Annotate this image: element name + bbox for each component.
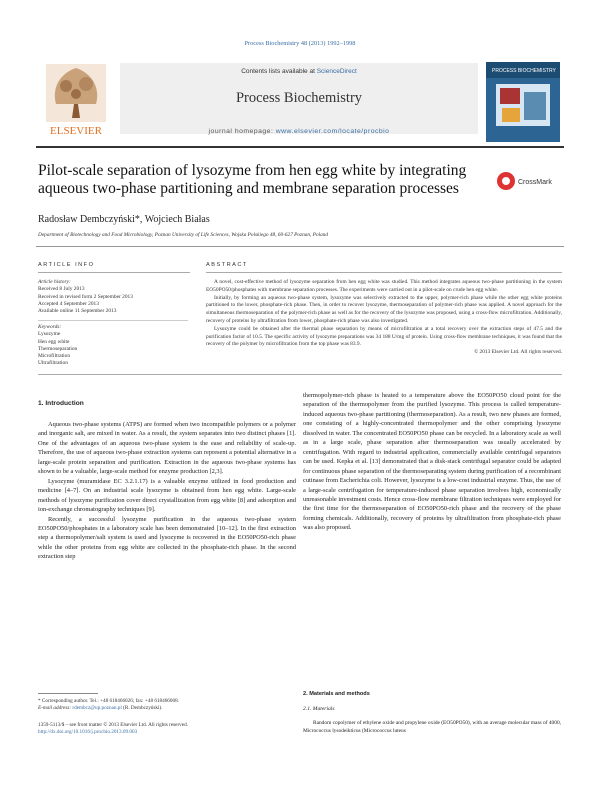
abstract-heading: ABSTRACT xyxy=(206,262,248,268)
affiliation: Department of Biotechnology and Food Microbiology, Poznan University of Life Sciences, Wojska Polskiego 48, 60-627 Poznan, Poland xyxy=(38,232,329,238)
history-item: Available online 11 September 2013 xyxy=(38,308,117,315)
abstract-paragraph: Lysozyme could be obtained after the thermal phase separation by means of microfiltration at a total recovery over the extraction steps of 47.5 and the purification factor of 10.5. The specific activity of lysozyme preparations was 34 188 U/mg of protein. Using cross-flow membrane techniques, it was found that the recovery of the polymer by microfiltration from the top phase was 83.9. xyxy=(206,325,562,348)
elsevier-logo xyxy=(38,60,114,140)
body-paragraph: Recently, a successful lysozyme purification in the aqueous two-phase system EO50PO50/phosphates in a laboratory scale has been demonstrated [10–12]. In the first extraction step a thermopolymer/salt system is used and lysozyme is recovered in the EO50PO50-rich phase while the other proteins from egg white are collected in the phosphate-rich phase. In the second extraction step xyxy=(38,515,296,561)
abstract-paragraph: A novel, cost-effective method of lysozyme separation from hen egg white was studied. This method integrates aqueous two-phase partitioning in the system EO50PO50/phosphates with membrane separation processes. The experiments were carried out in a pilot-scale on crude hen egg white. xyxy=(206,279,562,293)
keyword: Microfiltration xyxy=(38,353,71,360)
contents-line: Contents lists available at ScienceDirect xyxy=(241,68,357,75)
section-heading: 2. Materials and methods xyxy=(303,691,370,697)
journal-reference[interactable]: Process Biochemistry 48 (2013) 1992–1998 xyxy=(244,40,356,47)
body-column-right xyxy=(303,391,561,533)
homepage-link[interactable]: www.elsevier.com/locate/procbio xyxy=(275,128,390,135)
history-item: Accepted 4 September 2013 xyxy=(38,300,99,307)
divider xyxy=(38,272,190,273)
publication-info xyxy=(38,722,296,737)
publisher-wordmark: ELSEVIER xyxy=(50,125,102,137)
body-column-left xyxy=(38,420,296,562)
keywords xyxy=(38,320,188,368)
header-rule xyxy=(36,146,564,148)
keyword: Hen egg white xyxy=(38,338,70,345)
methods-text: Random copolymer of ethylene oxide and propylene oxide (EO50PO50), with an average molecular mass of 4000, Micrococcus lysodeikticus (Micrococcus luteus xyxy=(303,720,561,734)
footnote: * Corresponding author. Tel.: +48 618466026; fax: +48 618466008. E-mail address: rdembcz@up.poznan.pl (R. Dembczyński). xyxy=(38,698,296,713)
keyword: Ultrafiltration xyxy=(38,360,68,367)
doi-link[interactable]: http://dx.doi.org/10.1016/j.procbio.2013.09.003 xyxy=(38,729,138,736)
crossmark-label: CrossMark xyxy=(518,179,552,186)
journal-title: Process Biochemistry xyxy=(235,90,363,106)
body-paragraph: Lysozyme (muramidase EC 3.2.1.17) is a valuable enzyme utilized in food production and medicine [4–7]. On an industrial scale lysozyme is obtained from hen egg white. Large-scale methods of lysozyme purification cover direct crystallization from egg white [8] and adsorption and ion-exchange chromatography techniques [9]. xyxy=(38,477,296,514)
copyright: © 2013 Elsevier Ltd. All rights reserved. xyxy=(474,349,562,356)
subsection-heading: 2.1. Materials xyxy=(303,706,335,712)
author-list[interactable]: Radosław Dembczyński*, Wojciech Białas xyxy=(38,214,210,225)
corresponding-author: * Corresponding author. Tel.: +48 618466026; fax: +48 618466008. xyxy=(38,698,179,704)
history-item: Received in revised form 2 September 2013 xyxy=(38,293,133,300)
history-label: Article history: xyxy=(38,279,71,285)
abstract-text xyxy=(206,279,562,357)
keyword: Thermoseparation xyxy=(38,345,78,352)
abstract-paragraph: Initially, by forming an aqueous two-phase system, lysozyme was selectively extracted to the upper, polymer-rich phase while the other egg white proteins partitioned to the lower, phosphate-rich phase. Then, in order to recover lysozyme, thermoseparation of polymer-rich phase was applied. A novel approach for the simultaneous thermoseparation of the polymer-rich phase as well as for the recovery of the lysozyme was proposed, using a cross-flow microfiltration. Additionally, recovery of proteins by ultrafiltration from lower, phosphate-rich phase was also investigated. xyxy=(206,294,562,324)
section-heading: 1. Introduction xyxy=(38,400,84,407)
journal-homepage: journal homepage: www.elsevier.com/locate/procbio xyxy=(208,128,390,135)
email-link[interactable]: rdembcz@up.poznan.pl xyxy=(72,705,122,712)
divider xyxy=(206,272,562,273)
article-info-heading: ARTICLE INFO xyxy=(38,262,95,268)
article-title: Pilot-scale separation of lysozyme from hen egg white by integrating aqueous two-phase partitioning and membrane separation processes xyxy=(38,162,467,197)
issn-line: 1359-5113/$ – see front matter © 2013 Elsevier Ltd. All rights reserved. xyxy=(38,722,188,728)
history-item: Received 8 July 2013 xyxy=(38,286,85,293)
journal-cover-image[interactable] xyxy=(486,62,560,142)
keyword: Lysozyme xyxy=(38,331,61,338)
body-paragraph: thermopolymer-rich phase is heated to a temperature above the EO50PO50 cloud point for the separation of the thermopolymer from the purified lysozyme. This process is called temperature-induced aqueous two-phase partitioning (thermoseparation). As a result, two new phases are formed, one consisting of a highly-concentrated thermopolymer and the other comprising lysozyme dissolved in water. The concentrated EO50PO50 phase can be recycled. In a laboratory scale as well as in a large scale, phase separation after thermoseparation was usually accelerated by centrifugation. With regard to industrial application, commercially available centrifugal separators can be used. Kepka et al. [13] demonstrated that a disk-stack centrifugal separator could be adapted for continuous phase separation of the thermoseparating system during purification of a recombinant cutinase from Escherichia coli. However, lysozyme is a low-cost industrial enzyme. Thus, the use of a large-scale centrifugation for temperature-induced phase separation involves high, economically unreasonable investment costs. Hence cross-flow membrane filtration techniques were employed for the first time for the thermoseparation of EO50PO50-rich phase and the recovery of the phase forming chemicals. Additionally, recovery of proteins by ultrafiltration from phosphate-rich phase was also proposed. xyxy=(303,392,561,532)
keywords-label: Keywords: xyxy=(38,324,62,330)
divider xyxy=(38,374,562,375)
article-history xyxy=(38,279,188,315)
crossmark-badge[interactable] xyxy=(496,170,560,192)
footnote-rule xyxy=(38,693,98,694)
cover-title: PROCESS BIOCHEMISTRY xyxy=(492,68,556,74)
sciencedirect-link[interactable]: ScienceDirect xyxy=(316,68,357,75)
divider xyxy=(36,246,564,247)
body-paragraph: Aqueous two-phase systems (ATPS) are formed when two incompatible polymers or a polymer and inorganic salt, are mixed in water. As a result, the system separates into two distinct phases [1]. One of the advantages of an aqueous two-phase system is the ease and reliability of scale-up. Therefore, the use of aqueous two-phase extraction systems can represent a potential alternative in a large-scale protein separation and purification. Extraction in the aqueous two-phase systems has shown to be a valuable, large-scale method for enzyme production [2,3]. xyxy=(38,421,296,476)
